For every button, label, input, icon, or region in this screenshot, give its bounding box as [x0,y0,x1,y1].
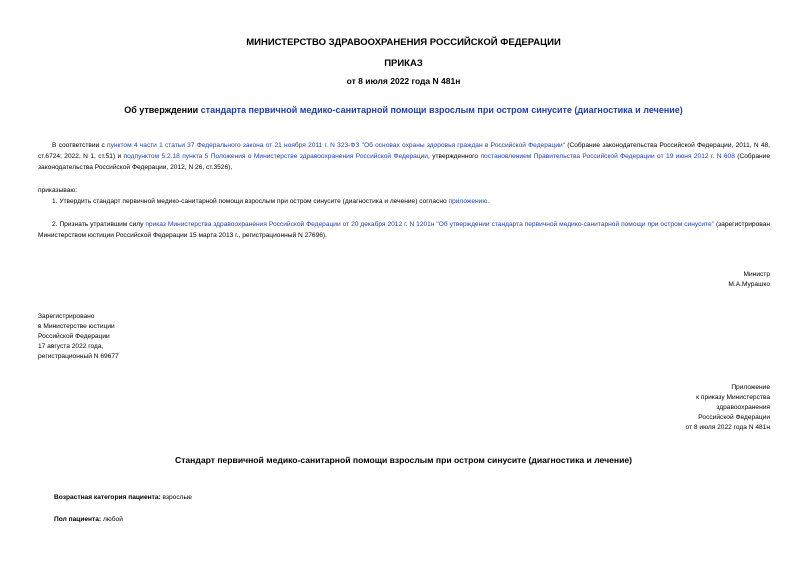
registration-line: 17 августа 2022 года, [38,343,104,350]
order-title [0,105,807,115]
preamble-text-3: , утвержденного [427,153,481,160]
appendix-line: здравоохранения [716,404,770,411]
law-link[interactable]: пунктом 4 части 1 статьи 37 Федерального закона от 21 ноября 2011 г. N 323-ФЗ "Об основах охраны здоровья граждан в Российской Федерации" [107,142,566,149]
age-category-value: взрослые [160,494,192,501]
appendix-link[interactable]: приложению [448,198,488,205]
registration-line: Зарегистрировано [38,313,95,320]
preamble-text-1: В соответствии с [52,142,107,149]
order-item-2 [38,219,770,241]
revoked-order-link[interactable]: приказ Министерства здравоохранения Российской Федерации от 20 декабря 2012 г. N 1201н "Об утверждении стандарта первичной медико-санитарной помощи при остром синусите" [145,221,714,228]
appendix-line: к приказу Министерства [696,394,770,401]
appendix-line: от 8 июля 2022 года N 481н [685,424,770,431]
patient-sex-field [54,516,123,523]
signature-name: М.А.Мурашко [728,281,770,288]
patient-sex-value: любой [101,516,123,523]
item1-text: 1. Утвердить стандарт первичной медико-санитарной помощи взрослым при остром синусите (диагностика и лечение) согласно [52,198,449,205]
signature-block [728,270,770,290]
order-word: приказываю: [38,187,78,194]
registration-line: Российской Федерации [38,333,110,340]
age-category-field [54,494,192,501]
regulation-link[interactable]: подпунктом 5.2.18 пункта 5 Положения о Министерстве здравоохранения Российской Федерации [123,153,428,160]
appendix-line: Российской Федерации [698,414,770,421]
order-date-number: от 8 июля 2022 года N 481н [346,76,461,86]
order-title-prefix: Об утверждении [124,105,201,115]
item2-text: 2. Признать утратившим силу [52,221,146,228]
appendix-line: Приложение [731,384,770,391]
document-type: ПРИКАЗ [384,58,423,69]
patient-sex-label: Пол пациента: [54,516,102,523]
age-category-label: Возрастная категория пациента: [54,494,161,501]
preamble-text-4: (Собрание законодательства Российской Федерации, 2012, N 26, ст.3526), [38,153,770,171]
preamble-paragraph [38,140,770,173]
registration-line: в Министерстве юстиции [38,323,115,330]
item1-end: . [487,198,490,205]
registration-line: регистрационный N 69677 [38,353,119,360]
item2-end: (зарегистрирован Министерством юстиции Российской Федерации 15 марта 2013 г., регистрационный N 27696). [38,221,770,239]
preamble-text-2: (Собрание законодательства Российской Федерации, 2011, N 48, ст.6724; 2022, N 1, ст.51) и [38,142,771,160]
standard-title: Стандарт первичной медико-санитарной помощи взрослым при остром синусите (диагностика и лечение) [174,455,632,465]
government-decree-link[interactable]: постановлением Правительства Российской Федерации от 19 июня 2012 г. N 608 [480,153,735,160]
appendix-block [686,383,770,433]
order-title-link[interactable]: стандарта первичной медико-санитарной помощи взрослым при остром синусите (диагностика и лечение) [200,105,683,115]
order-item-1 [38,196,770,207]
signature-position: Министр [743,271,770,278]
ministry-heading: МИНИСТЕРСТВО ЗДРАВООХРАНЕНИЯ РОССИЙСКОЙ ФЕДЕРАЦИИ [246,37,561,48]
registration-block [38,312,119,362]
